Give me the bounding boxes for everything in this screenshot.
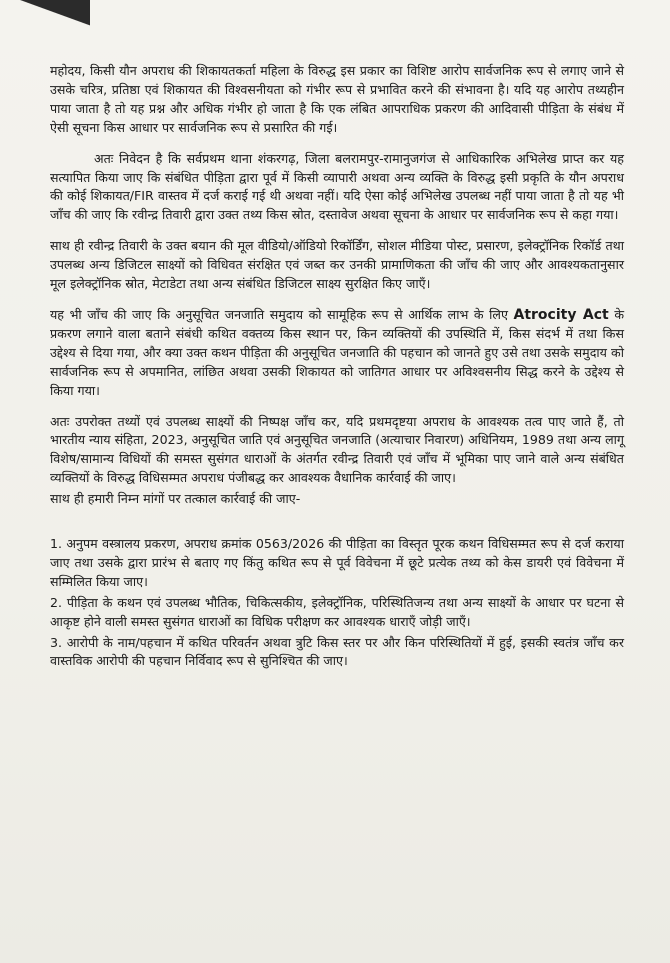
para4-text-before: यह भी जाँच की जाए कि अनुसूचित जनजाति समुदाय को सामूहिक रूप से आर्थिक लाभ के लिए (50, 306, 514, 322)
paragraph-demands-intro: साथ ही हमारी निम्न मांगों पर तत्काल कार्रवाई की जाए- (50, 491, 301, 507)
demands-list (50, 535, 624, 671)
para4-text-after: के प्रकरण लगाने वाला बताने संबंधी कथित वक्तव्य किस स्थान पर, किन व्यक्तियों की उपस्थिति में, किस संदर्भ में तथा किस उद्देश्य से दिया गया, और क्या उक्त कथन पीड़िता की अनुसूचित जनजाति की पहचान को जानते हुए उसे तथा उसके समुदाय को सार्वजनिक रूप से अपमानित, लांछित अथवा उसकी शिकायत को जातिगत आधार पर अविश्वसनीय सिद्ध करने के उद्देश्य से किया गया। (50, 306, 625, 398)
paragraph-allegation-impact: महोदय, किसी यौन अपराध की शिकायतकर्ता महिला के विरुद्ध इस प्रकार का विशिष्ट आरोप सार्वजनिक रूप से लगाए जाने से उसके चरित्र, प्रतिष्ठा एवं शिकायत की विश्वसनीयता को गंभीर रूप से प्रभावित करने की संभावना है। यदि यह आरोप तथ्यहीन पाया जाता है तो यह प्रश्न और अधिक गंभीर हो जाता है कि एक लंबित आपराधिक प्रकरण की आदिवासी पीड़िता के संबंध में ऐसी सूचना किस आधार पर सार्वजनिक रूप से प्रसारित की गई। (50, 63, 624, 135)
demand-item: 3. आरोपी के नाम/पहचान में कथित परिवर्तन अथवा त्रुटि किस स्तर पर और किन परिस्थितियों में हुई, इसकी स्वतंत्र जाँच कर वास्तविक आरोपी की पहचान निर्विवाद रूप से सुनिश्चित की जाए। (50, 634, 624, 669)
demand-item: 2. पीड़िता के कथन एवं उपलब्ध भौतिक, चिकित्सकीय, इलेक्ट्रॉनिक, परिस्थितिजन्य तथा अन्य साक्ष्यों के आधार पर घटना से आकृष्ट होने वाली समस्त सुसंगत धाराओं का विधिक परीक्षण कर आवश्यक धाराएँ जोड़ी जाएँ। (50, 594, 624, 629)
paragraph-record-verification: अतः निवेदन है कि सर्वप्रथम थाना शंकरगढ़, जिला बलरामपुर-रामानुजगंज से आधिकारिक अभिलेख प्राप्त कर यह सत्यापित किया जाए कि संबंधित पीड़िता द्वारा पूर्व में किसी व्यापारी अथवा अन्य व्यक्ति के विरुद्ध इसी प्रकृति के यौन अपराध की कोई शिकायत/FIR वास्तव में दर्ज कराई गई थी अथवा नहीं। यदि ऐसा कोई अभिलेख उपलब्ध नहीं पाया जाता है तो यह भी जाँच की जाए कि रवीन्द्र तिवारी द्वारा उक्त तथ्य किस स्रोत, दस्तावेज अथवा सूचना के आधार पर सार्वजनिक रूप से कहा गया। (50, 150, 624, 223)
atrocity-act-term: Atrocity Act (513, 306, 609, 323)
letter-body (50, 62, 624, 673)
paragraph-legal-action-request: अतः उपरोक्त तथ्यों एवं उपलब्ध साक्ष्यों की निष्पक्ष जाँच कर, यदि प्रथमदृष्टया अपराध के आवश्यक तत्व पाए जाते हैं, तो भारतीय न्याय संहिता, 2023, अनुसूचित जाति एवं अनुसूचित जनजाति (अत्याचार निवारण) अधिनियम, 1989 तथा अन्य लागू विशेष/सामान्य विधियों की समस्त सुसंगत धाराओं के अंतर्गत रवीन्द्र तिवारी एवं जाँच में भूमिका पाए जाने वाले अन्य संबंधित व्यक्तियों के विरुद्ध विधिसम्मत अपराध पंजीबद्ध कर आवश्यक वैधानिक कार्रवाई की जाए। (50, 413, 624, 486)
paragraph-atrocity-statement (50, 306, 624, 401)
demand-item: 1. अनुपम वस्त्रालय प्रकरण, अपराध क्रमांक 0563/2026 की पीड़िता का विस्तृत पूरक कथन विधिसम्मत रूप से दर्ज कराया जाए तथा उसके द्वारा प्रारंभ से बताए गए किंतु कथित रूप से पूर्व विवेचना में छूटे प्रत्येक तथ्य को केस डायरी एवं विवेचना में सम्मिलित किया जाए। (50, 536, 624, 589)
paragraph-digital-evidence: साथ ही रवीन्द्र तिवारी के उक्त बयान की मूल वीडियो/ऑडियो रिकॉर्डिंग, सोशल मीडिया पोस्ट, प्रसारण, इलेक्ट्रॉनिक रिकॉर्ड तथा उपलब्ध अन्य डिजिटल साक्ष्यों को विधिवत संरक्षित एवं जब्त कर उनकी प्रामाणिकता की जाँच की जाए और आवश्यकतानुसार मूल इलेक्ट्रॉनिक स्रोत, मेटाडेटा तथा अन्य संबंधित डिजिटल साक्ष्य सुरक्षित किए जाएँ। (50, 238, 624, 292)
page-corner-shadow (0, 0, 90, 30)
